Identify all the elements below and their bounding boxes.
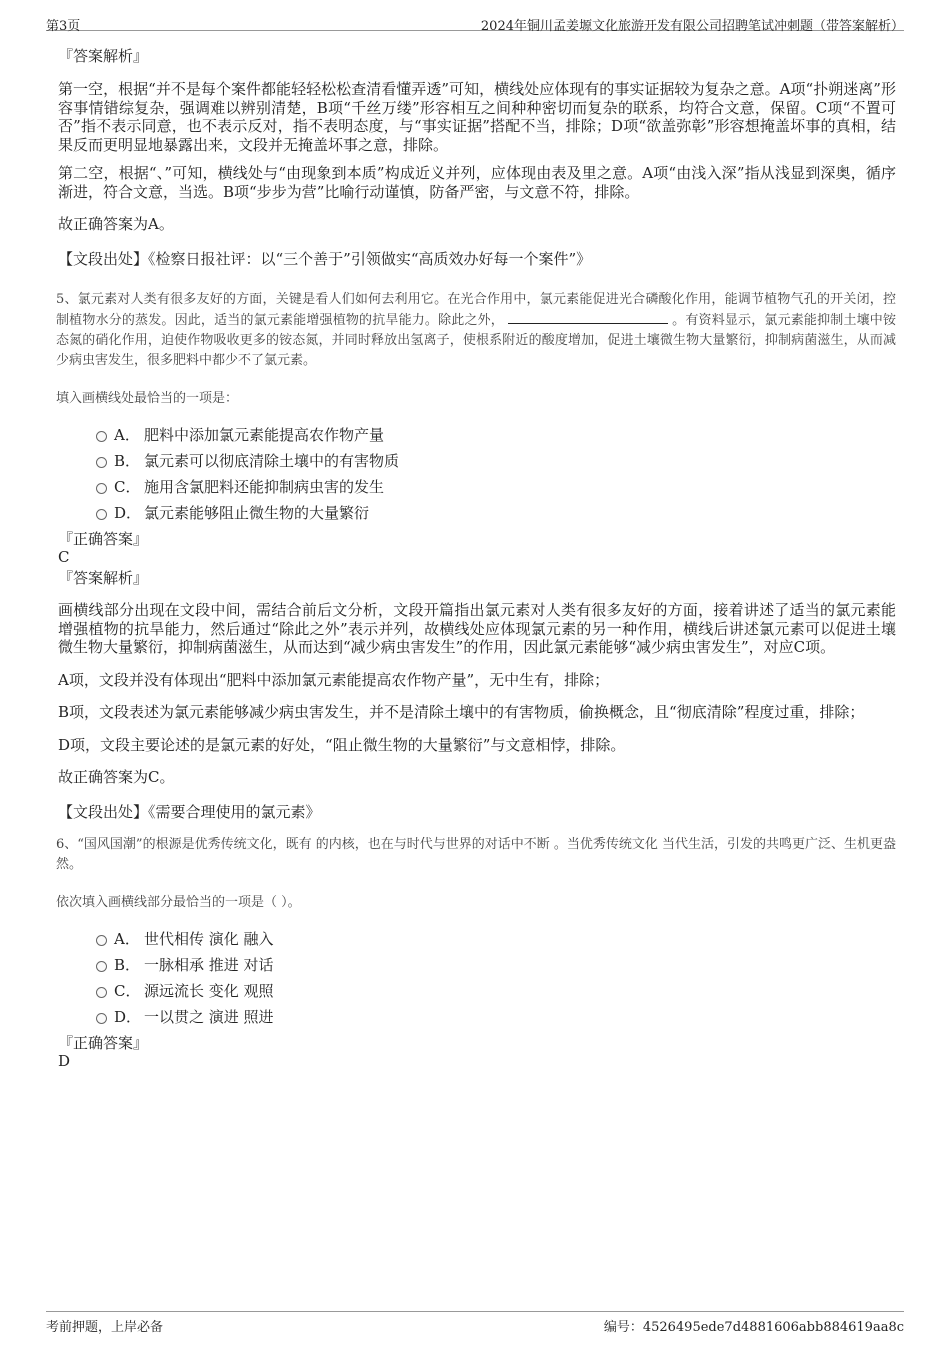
q5-prompt: 填入画横线处最恰当的一项是： bbox=[56, 391, 239, 406]
option-letter: D． bbox=[114, 1008, 142, 1026]
q5-option-d[interactable] bbox=[56, 500, 896, 526]
option-letter: C． bbox=[114, 478, 141, 496]
q4-conclusion: 故正确答案为A。 bbox=[58, 215, 174, 233]
q5-answer-value: C bbox=[58, 548, 70, 566]
q5-blank bbox=[508, 310, 668, 324]
document-title: 2024年铜川孟姜塬文化旅游开发有限公司招聘笔试冲刺题（带答案解析） bbox=[480, 19, 904, 34]
option-letter: B． bbox=[114, 452, 141, 470]
radio-icon[interactable] bbox=[96, 483, 107, 494]
option-text: 一脉相承 推进 对话 bbox=[144, 956, 274, 974]
q6-option-c[interactable] bbox=[56, 978, 896, 1004]
q5-answer-label: 『正确答案』 bbox=[58, 530, 149, 548]
q5-text-after: 。有资料显示，氯元素能抑制土壤中铵态氮的硝化作用，迫使作物吸收更多的铵态氮，并同时释放出氢离子，使根系附近的酸度增加，促进土壤微生物大量繁衍，抑制病菌滋生，从而减少病虫害发生，很多肥料中都少不了氯元素。 bbox=[56, 313, 896, 368]
q5-text-before: 5、氯元素对人类有很多友好的方面，关键是看人们如何去利用它。在光合作用中，氯元素能促进光合磷酸化作用，能调节植物气孔的开关闭，控制植物水分的蒸发。因此，适当的氯元素能增强植物的抗旱能力。除此之外， bbox=[56, 292, 896, 328]
radio-icon[interactable] bbox=[96, 509, 107, 520]
q6-prompt: 依次填入画横线部分最恰当的一项是（ ）。 bbox=[56, 895, 301, 910]
q5-source: 【文段出处】《需要合理使用的氯元素》 bbox=[58, 802, 321, 821]
option-letter: B． bbox=[114, 956, 141, 974]
q6-question-text: 6、“国风国潮”的根源是优秀传统文化，既有 的内核，也在与时代与世界的对话中不断 。当优秀传统文化 当代生活，引发的共鸣更广泛、生机更盎然。 bbox=[56, 837, 896, 872]
q5-analysis-p2: A项，文段并没有体现出“肥料中添加氯元素能提高农作物产量”，无中生有，排除； bbox=[58, 670, 610, 689]
page-footer bbox=[46, 1311, 904, 1336]
q4-source: 【文段出处】《检察日报社评：以“三个善于”引领做实“高质效办好每一个案件”》 bbox=[58, 249, 592, 268]
option-text: 施用含氯肥料还能抑制病虫害的发生 bbox=[144, 478, 385, 496]
q5-analysis-p1: 画横线部分出现在文段中间，需结合前后文分析，文段开篇指出氯元素对人类有很多友好的方面，接着讲述了适当的氯元素能增强植物的抗旱能力，然后通过“除此之外”表示并列，故横线处应体现氯元素的另一种作用，横线后讲述氯元素可以促进土壤微生物大量繁衍，抑制病菌滋生，从而达到“减少病虫害发生”的作用，因此氯元素能够“减少病虫害发生”，对应C项。 bbox=[58, 601, 896, 656]
q6-option-b[interactable] bbox=[56, 952, 896, 978]
option-text: 一以贯之 演进 照进 bbox=[144, 1008, 274, 1026]
q5-analysis-p3: B项，文段表述为氯元素能够减少病虫害发生，并不是清除土壤中的有害物质，偷换概念，且“彻底清除”程度过重，排除； bbox=[58, 703, 865, 721]
q5-question-text bbox=[56, 290, 896, 371]
option-text: 氯元素能够阻止微生物的大量繁衍 bbox=[144, 504, 370, 522]
footer-serial: 编号：4526495ede7d4881606abb884619aa8c bbox=[603, 1320, 904, 1335]
option-text: 世代相传 演化 融入 bbox=[144, 930, 274, 948]
option-text: 肥料中添加氯元素能提高农作物产量 bbox=[144, 426, 385, 444]
q5-option-b[interactable] bbox=[56, 448, 896, 474]
page-number: 第3页 bbox=[46, 19, 81, 34]
radio-icon[interactable] bbox=[96, 457, 107, 468]
q4-analysis-p1: 第一空，根据“并不是每个案件都能轻轻松松查清看懂弄透”可知，横线处应体现有的事实证据较为复杂之意。A项“扑朔迷离”形容事情错综复杂，强调难以辨别清楚，B项“千丝万缕”形容相互之间种种密切而复杂的联系，均符合文意，保留。C项“不置可否”指不表示同意，也不表示反对，指不表明态度，与“事实证据”搭配不当，排除；D项“欲盖弥彰”形容想掩盖坏事的真相，结果反而更明显地暴露出来，文段并无掩盖坏事之意，排除。 bbox=[58, 80, 896, 154]
radio-icon[interactable] bbox=[96, 935, 107, 946]
option-letter: C． bbox=[114, 982, 141, 1000]
radio-icon[interactable] bbox=[96, 987, 107, 998]
option-letter: D． bbox=[114, 504, 142, 522]
q6-option-a[interactable] bbox=[56, 926, 896, 952]
q5-analysis-label: 『答案解析』 bbox=[58, 569, 149, 587]
q5-options bbox=[56, 422, 896, 526]
q5-conclusion: 故正确答案为C。 bbox=[58, 768, 175, 786]
radio-icon[interactable] bbox=[96, 431, 107, 442]
q4-analysis-label: 『答案解析』 bbox=[58, 47, 149, 65]
q6-answer-label: 『正确答案』 bbox=[58, 1034, 149, 1052]
option-text: 源远流长 变化 观照 bbox=[144, 982, 274, 1000]
radio-icon[interactable] bbox=[96, 1013, 107, 1024]
footer-slogan: 考前押题，上岸必备 bbox=[46, 1320, 164, 1335]
page-header bbox=[46, 12, 904, 34]
option-letter: A． bbox=[114, 930, 140, 948]
q6-options bbox=[56, 926, 896, 1030]
radio-icon[interactable] bbox=[96, 961, 107, 972]
q6-option-d[interactable] bbox=[56, 1004, 896, 1030]
q5-option-a[interactable] bbox=[56, 422, 896, 448]
page-content bbox=[56, 46, 896, 1070]
q5-analysis-p4: D项，文段主要论述的是氯元素的好处，“阻止微生物的大量繁衍”与文意相悖，排除。 bbox=[58, 735, 626, 754]
q6-answer-value: D bbox=[58, 1052, 71, 1070]
q4-analysis-p2: 第二空，根据“、”可知，横线处与“由现象到本质”构成近义并列，应体现由表及里之意。A项“由浅入深”指从浅显到深奥，循序渐进，符合文意，当选。B项“步步为营”比喻行动谨慎，防备严密，与文意不符，排除。 bbox=[58, 164, 896, 201]
option-letter: A． bbox=[114, 426, 140, 444]
q5-option-c[interactable] bbox=[56, 474, 896, 500]
option-text: 氯元素可以彻底清除土壤中的有害物质 bbox=[144, 452, 400, 470]
